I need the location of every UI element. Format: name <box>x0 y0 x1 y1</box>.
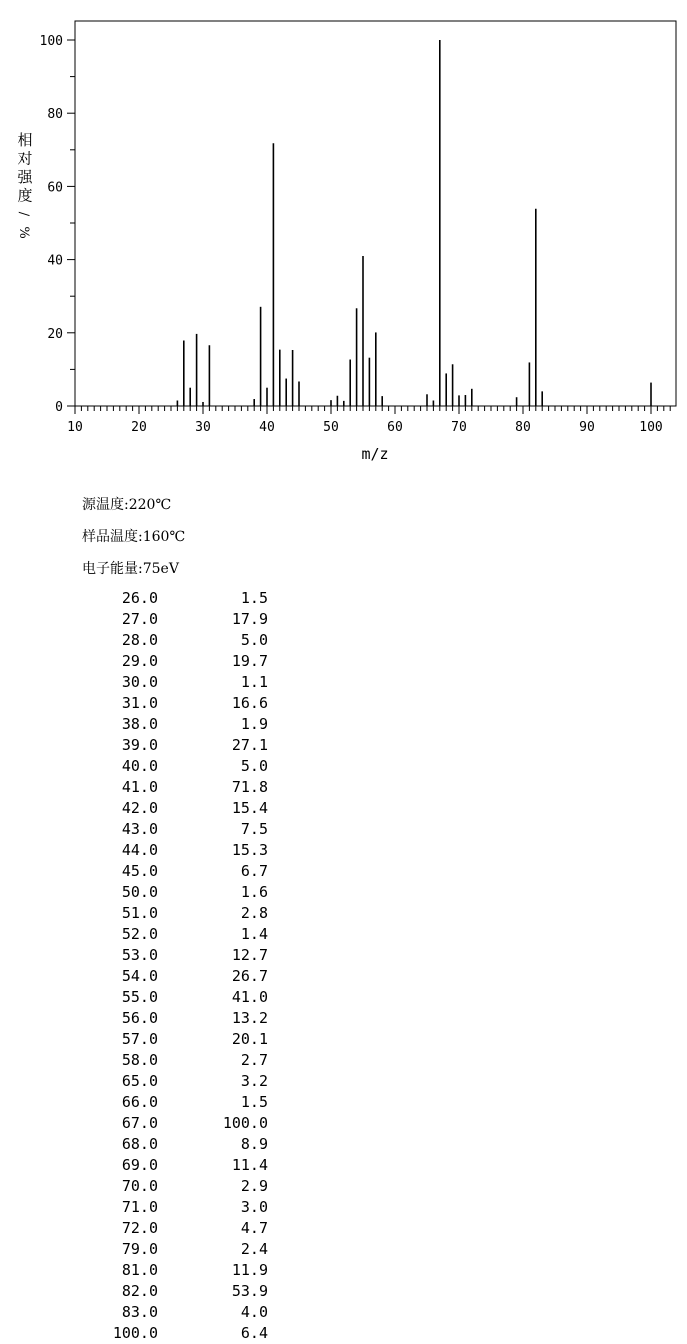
peak-mz: 44.0 <box>121 841 158 859</box>
peak-mz: 57.0 <box>121 1030 158 1048</box>
peak-row <box>96 1323 268 1344</box>
peak-row <box>96 1113 268 1134</box>
peak-mz: 41.0 <box>121 778 158 796</box>
peak-mz: 45.0 <box>121 862 158 880</box>
measurement-conditions <box>82 494 185 590</box>
peak-mz: 42.0 <box>121 799 158 817</box>
x-tick-label: 80 <box>515 420 531 435</box>
y-tick-label: 80 <box>47 107 63 123</box>
peak-row <box>96 924 268 945</box>
peak-intensity: 71.8 <box>231 778 268 796</box>
peak-mz: 30.0 <box>121 673 158 691</box>
peak-row <box>96 966 268 987</box>
peak-mz: 43.0 <box>121 820 158 838</box>
peak-row <box>96 714 268 735</box>
peak-mz: 55.0 <box>121 988 158 1006</box>
peak-row <box>96 987 268 1008</box>
peak-row <box>96 840 268 861</box>
y-tick-label: 100 <box>39 34 63 49</box>
peak-mz: 54.0 <box>121 967 158 985</box>
peak-mz: 26.0 <box>121 589 158 607</box>
peak-intensity: 1.4 <box>240 925 268 943</box>
peak-mz: 72.0 <box>121 1219 158 1237</box>
y-axis-label-char: 强 <box>17 168 33 186</box>
peak-mz: 52.0 <box>121 925 158 943</box>
y-axis-label-char: 度 <box>17 186 33 205</box>
peak-intensity: 26.7 <box>231 967 268 985</box>
peak-intensity: 1.5 <box>240 589 268 607</box>
source-temperature: 源温度:220℃ <box>82 497 172 513</box>
x-tick-label: 20 <box>131 420 147 435</box>
peak-intensity: 41.0 <box>231 988 268 1006</box>
peak-intensity: 13.2 <box>231 1009 268 1027</box>
peak-row <box>96 588 268 609</box>
peak-intensity: 16.6 <box>231 694 268 712</box>
peak-mz: 56.0 <box>121 1009 158 1027</box>
peak-row <box>96 777 268 798</box>
peak-mz: 71.0 <box>121 1198 158 1216</box>
peak-row <box>96 861 268 882</box>
peak-row <box>96 630 268 651</box>
peak-mz: 100.0 <box>112 1324 158 1342</box>
peak-list-table <box>96 588 268 1344</box>
peak-intensity: 2.8 <box>240 904 268 922</box>
peak-intensity: 5.0 <box>240 631 268 649</box>
peak-mz: 66.0 <box>121 1093 158 1111</box>
peak-intensity: 5.0 <box>240 757 268 775</box>
peak-intensity: 1.6 <box>240 883 268 901</box>
peak-row <box>96 1092 268 1113</box>
peak-row <box>96 1029 268 1050</box>
x-tick-label: 30 <box>195 420 211 435</box>
peak-intensity: 2.7 <box>240 1051 268 1069</box>
peak-mz: 39.0 <box>121 736 158 754</box>
peak-intensity: 8.9 <box>240 1135 268 1153</box>
peak-mz: 40.0 <box>121 757 158 775</box>
x-tick-label: 40 <box>259 420 275 435</box>
peak-intensity: 11.4 <box>231 1156 268 1174</box>
peak-mz: 83.0 <box>121 1303 158 1321</box>
peak-intensity: 53.9 <box>231 1282 268 1300</box>
peak-intensity: 7.5 <box>240 820 268 838</box>
peak-row <box>96 672 268 693</box>
peak-mz: 38.0 <box>121 715 158 733</box>
peak-intensity: 1.1 <box>240 673 268 691</box>
electron-energy: 电子能量:75eV <box>82 561 179 577</box>
peak-row <box>96 1302 268 1323</box>
peak-mz: 70.0 <box>121 1177 158 1195</box>
peak-mz: 65.0 <box>121 1072 158 1090</box>
peak-row <box>96 1260 268 1281</box>
peak-intensity: 27.1 <box>231 736 268 754</box>
peak-row <box>96 693 268 714</box>
peak-intensity: 12.7 <box>231 946 268 964</box>
peak-row <box>96 945 268 966</box>
x-tick-label: 90 <box>579 420 595 435</box>
peak-mz: 68.0 <box>121 1135 158 1153</box>
peak-mz: 67.0 <box>121 1114 158 1132</box>
x-axis-label: m/z <box>361 445 389 463</box>
peak-mz: 31.0 <box>121 694 158 712</box>
peak-intensity: 1.5 <box>240 1093 268 1111</box>
peak-intensity: 20.1 <box>231 1030 268 1048</box>
peak-row <box>96 651 268 672</box>
peak-row <box>96 756 268 777</box>
peak-row <box>96 609 268 630</box>
y-tick-label: 0 <box>55 400 63 415</box>
peak-mz: 50.0 <box>121 883 158 901</box>
peak-intensity: 17.9 <box>231 610 268 628</box>
peak-row <box>96 1239 268 1260</box>
peak-mz: 53.0 <box>121 946 158 964</box>
peak-intensity: 19.7 <box>231 652 268 670</box>
peak-mz: 79.0 <box>121 1240 158 1258</box>
peak-mz: 28.0 <box>121 631 158 649</box>
mass-spectrum-chart <box>0 0 687 480</box>
x-tick-label: 60 <box>387 420 403 435</box>
y-tick-label: 60 <box>47 180 63 196</box>
peak-row <box>96 1155 268 1176</box>
peak-mz: 81.0 <box>121 1261 158 1279</box>
peak-intensity: 11.9 <box>231 1261 268 1279</box>
peak-row <box>96 1050 268 1071</box>
peak-row <box>96 882 268 903</box>
peak-mz: 69.0 <box>121 1156 158 1174</box>
peak-row <box>96 1281 268 1302</box>
peak-row <box>96 798 268 819</box>
peak-intensity: 6.7 <box>240 862 268 880</box>
y-tick-label: 40 <box>47 253 63 269</box>
peak-mz: 29.0 <box>121 652 158 670</box>
sample-temperature: 样品温度:160℃ <box>82 529 186 545</box>
peak-intensity: 1.9 <box>240 715 268 733</box>
y-axis-label-char: % <box>16 226 31 239</box>
peak-row <box>96 1176 268 1197</box>
x-tick-label: 70 <box>451 420 467 435</box>
peak-intensity: 15.4 <box>231 799 268 817</box>
peak-intensity: 3.2 <box>240 1072 268 1090</box>
y-axis-label <box>16 131 33 239</box>
y-axis-label-char: 相 <box>17 131 33 149</box>
x-tick-label: 50 <box>323 420 339 435</box>
peak-intensity: 4.0 <box>240 1303 268 1321</box>
peak-mz: 51.0 <box>121 904 158 922</box>
peak-row <box>96 903 268 924</box>
peak-row <box>96 1071 268 1092</box>
peak-mz: 58.0 <box>121 1051 158 1069</box>
x-tick-label: 100 <box>639 420 663 435</box>
peak-row <box>96 1197 268 1218</box>
peak-intensity: 4.7 <box>240 1219 268 1237</box>
peak-row <box>96 1134 268 1155</box>
y-axis-label-char: 对 <box>17 149 33 168</box>
peak-row <box>96 1218 268 1239</box>
peak-intensity: 2.9 <box>240 1177 268 1195</box>
y-tick-label: 20 <box>47 326 63 342</box>
peak-row <box>96 735 268 756</box>
peak-intensity: 2.4 <box>240 1240 268 1258</box>
peak-mz: 82.0 <box>121 1282 158 1300</box>
peak-intensity: 100.0 <box>222 1114 268 1132</box>
peak-mz: 27.0 <box>121 610 158 628</box>
x-tick-label: 10 <box>67 420 83 435</box>
peak-intensity: 3.0 <box>240 1198 268 1216</box>
peak-row <box>96 819 268 840</box>
y-axis-label-char: / <box>16 211 31 217</box>
peak-intensity: 15.3 <box>231 841 268 859</box>
peak-intensity: 6.4 <box>240 1324 268 1342</box>
peak-row <box>96 1008 268 1029</box>
